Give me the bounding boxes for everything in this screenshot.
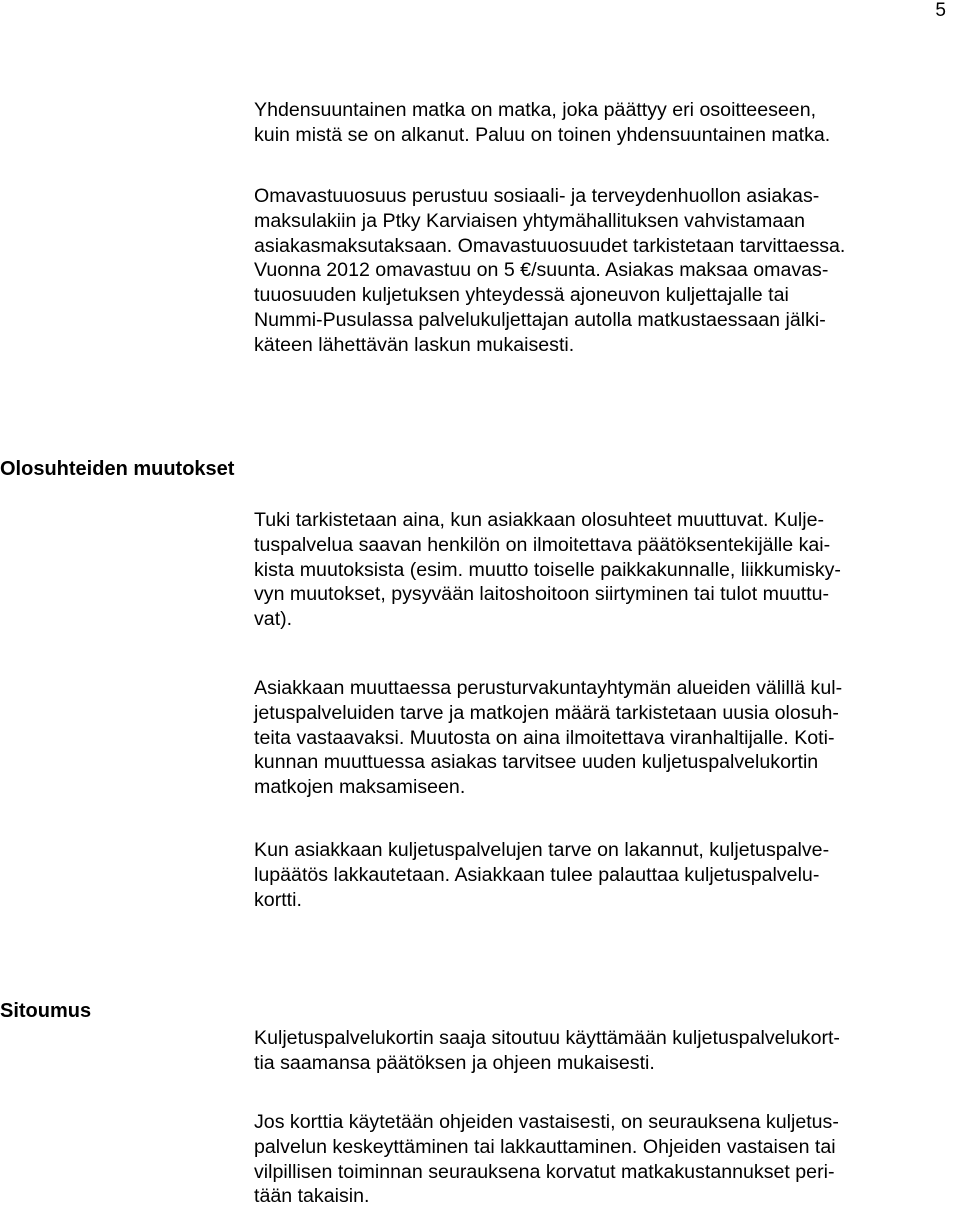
- intro-paragraph-2: [254, 184, 954, 358]
- text-line: Tuki tarkistetaan aina, kun asiakkaan olosuhteet muuttuvat. Kulje-: [254, 509, 824, 531]
- olosuhteet-paragraph-2: [254, 676, 954, 800]
- olosuhteet-paragraph-3: [254, 838, 954, 912]
- text-line: palvelun keskeyttäminen tai lakkauttaminen. Ohjeiden vastaisen tai: [254, 1135, 836, 1158]
- sitoumus-paragraph-1: [254, 1026, 954, 1076]
- text-line: tuuosuuden kuljetuksen yhteydessä ajoneuvon kuljettajalle tai: [254, 284, 789, 307]
- sitoumus-paragraph-2: [254, 1110, 954, 1209]
- text-line: Kun asiakkaan kuljetuspalvelujen tarve on lakannut, kuljetuspalve-: [254, 839, 830, 861]
- text-line: kunnan muuttuessa asiakas tarvitsee uuden kuljetuspalvelukortin: [254, 751, 819, 774]
- text-line: teita vastaavaksi. Muutosta on aina ilmoitettava viranhaltijalle. Koti-: [254, 726, 835, 749]
- text-line: asiakasmaksutaksaan. Omavastuuosuudet tarkistetaan tarvittaessa.: [254, 234, 846, 257]
- text-line: kuin mistä se on alkanut. Paluu on toinen yhdensuuntainen matka.: [254, 123, 831, 146]
- text-line: vat).: [254, 608, 293, 631]
- section-heading-olosuhteet: Olosuhteiden muutokset: [0, 458, 235, 480]
- text-line: lupäätös lakkautetaan. Asiakkaan tulee palauttaa kuljetuspalvelu-: [254, 863, 820, 886]
- olosuhteet-paragraph-1: [254, 508, 954, 632]
- text-line: vyn muutokset, pysyvään laitoshoitoon siirtyminen tai tulot muuttu-: [254, 583, 830, 606]
- text-line: Omavastuuosuus perustuu sosiaali- ja terveydenhuollon asiakas-: [254, 185, 820, 207]
- text-line: matkojen maksamiseen.: [254, 776, 466, 799]
- text-line: kista muutoksista (esim. muutto toiselle paikkakunnalle, liikkumisky-: [254, 558, 841, 581]
- text-line: käteen lähettävän laskun mukaisesti.: [254, 333, 575, 356]
- text-line: kortti.: [254, 888, 302, 911]
- text-line: Jos korttia käytetään ohjeiden vastaisesti, on seurauksena kuljetus-: [254, 1111, 839, 1133]
- page-number: 5: [935, 0, 946, 21]
- section-heading-sitoumus: Sitoumus: [0, 1000, 92, 1022]
- text-line: Asiakkaan muuttaessa perusturvakuntayhtymän alueiden välillä kul-: [254, 677, 843, 699]
- text-line: Yhdensuuntainen matka on matka, joka päättyy eri osoitteeseen,: [254, 99, 817, 121]
- text-line: tuspalvelua saavan henkilön on ilmoitettava päätöksentekijälle kai-: [254, 533, 831, 556]
- text-line: tia saamansa päätöksen ja ohjeen mukaisesti.: [254, 1051, 655, 1074]
- text-line: Nummi-Pusulassa palvelukuljettajan autolla matkustaessaan jälki-: [254, 308, 826, 331]
- text-line: tään takaisin.: [254, 1185, 370, 1208]
- text-line: maksulakiin ja Ptky Karviaisen yhtymähallituksen vahvistamaan: [254, 209, 806, 232]
- text-line: jetuspalveluiden tarve ja matkojen määrä tarkistetaan uusia olosuh-: [254, 701, 839, 724]
- text-line: Kuljetuspalvelukortin saaja sitoutuu käyttämään kuljetuspalvelukort-: [254, 1027, 840, 1049]
- intro-paragraph-1: [254, 98, 954, 148]
- text-line: Vuonna 2012 omavastuu on 5 €/suunta. Asiakas maksaa omavas-: [254, 259, 829, 282]
- text-line: vilpillisen toiminnan seurauksena korvatut matkakustannukset peri-: [254, 1160, 835, 1183]
